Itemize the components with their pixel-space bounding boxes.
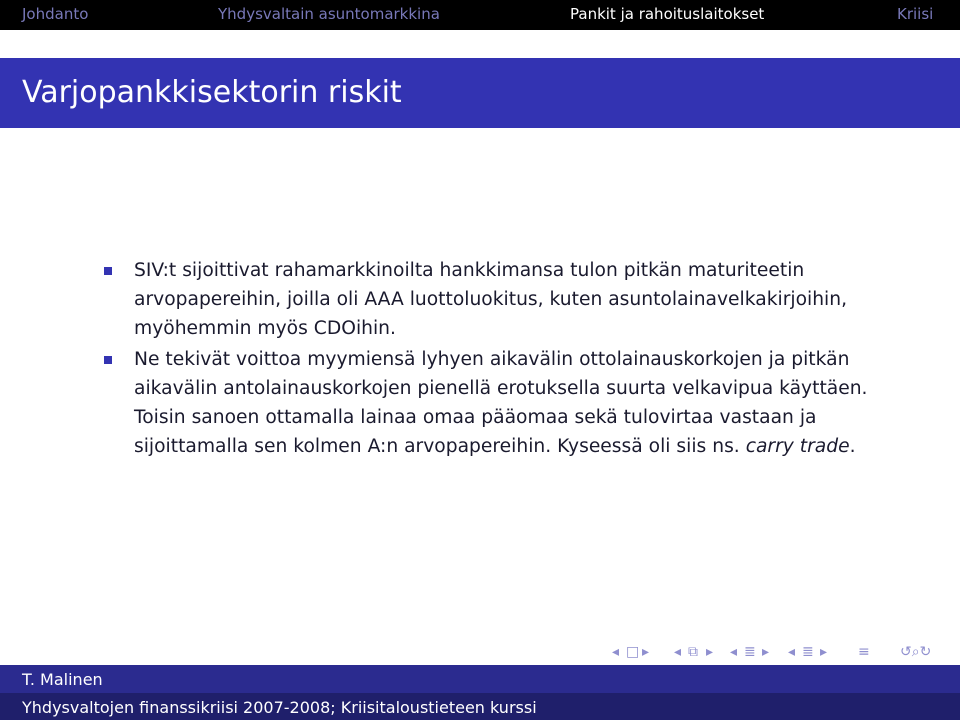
frame-next-icon[interactable]: ▸ [642, 644, 650, 660]
footer-course-bar [0, 693, 960, 720]
presentation-next-icon[interactable]: ▸ [820, 644, 828, 660]
section-navigation-bar [0, 0, 960, 30]
bullet-item [102, 256, 902, 343]
footer-author-bar [0, 665, 960, 693]
nav-item-kriisi[interactable]: Kriisi [897, 5, 934, 23]
beamer-navigation-symbols [596, 644, 956, 664]
nav-item-pankit[interactable]: Pankit ja rahoituslaitokset [570, 5, 765, 23]
nav-item-johdanto[interactable]: Johdanto [22, 5, 89, 23]
title-bar [0, 58, 960, 128]
align-icon[interactable]: ≡ [858, 644, 870, 660]
footer-course: Yhdysvaltojen finanssikriisi 2007-2008; Kriisitaloustieteen kurssi [22, 698, 537, 717]
bullet-text: Ne tekivät voittoa myymiensä lyhyen aikavälin ottolainauskorkojen ja pitkän aikavälin antolainauskorkojen pienellä erotuksella suurta velkavipua käyttäen. Toisin sanoen ottamalla lainaa omaa pääomaa sekä tulovirtaa vastaan ja sijoittamalla sen kolmen A:n arvopapereihin. Kyseessä oli siis ns. [134, 349, 868, 457]
bullet-item [102, 345, 902, 461]
nav-item-asuntomarkkina[interactable]: Yhdysvaltain asuntomarkkina [218, 5, 440, 23]
bullet-text: SIV:t sijoittivat rahamarkkinoilta hankkimansa tulon pitkän maturiteetin arvopapereihin, joilla oli AAA luottoluokitus, kuten asuntolainavelkakirjoihin, myöhemmin myös CDOihin. [134, 260, 848, 339]
footer-author: T. Malinen [22, 670, 103, 689]
section-next-icon[interactable]: ▸ [762, 644, 770, 660]
frame-icon[interactable]: □ [626, 644, 640, 660]
section-prev-icon[interactable]: ◂ [730, 644, 738, 660]
presentation-icon[interactable]: ≣ [802, 644, 814, 660]
subsection-icon[interactable]: ⧉ [688, 644, 698, 660]
frame-prev-icon[interactable]: ◂ [612, 644, 620, 660]
bullet-emphasis: carry trade [745, 436, 850, 457]
section-icon[interactable]: ≣ [744, 644, 756, 660]
slide-title: Varjopankkisektorin riskit [22, 75, 402, 110]
presentation-prev-icon[interactable]: ◂ [788, 644, 796, 660]
subsection-prev-icon[interactable]: ◂ [674, 644, 682, 660]
slide-content [102, 256, 902, 463]
square-bullet-icon [104, 267, 112, 275]
bullet-suffix: . [849, 436, 856, 457]
square-bullet-icon [104, 356, 112, 364]
subsection-next-icon[interactable]: ▸ [706, 644, 714, 660]
search-back-forward-icon[interactable]: ↺⌕↻ [900, 644, 932, 660]
